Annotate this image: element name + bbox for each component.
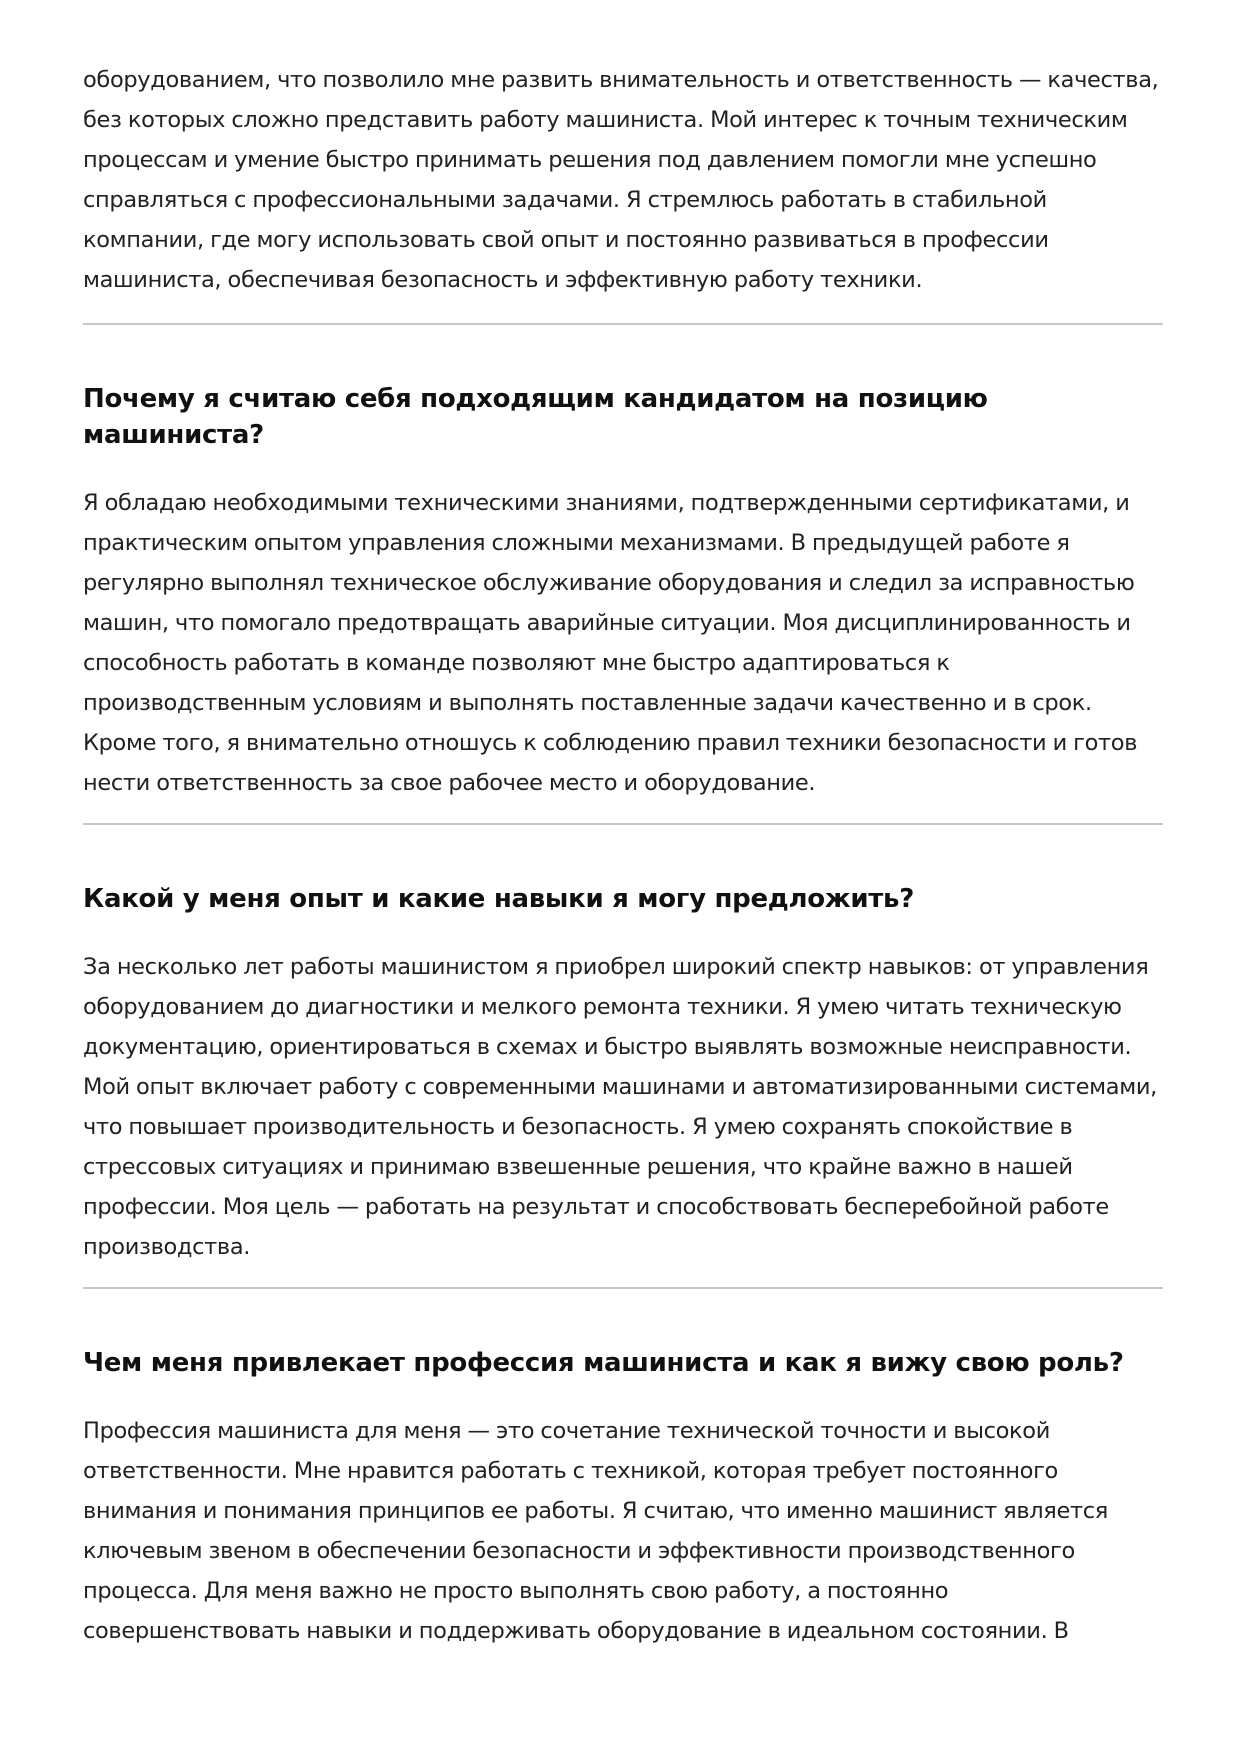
- section-divider: [83, 1287, 1163, 1289]
- section-experience-body: За несколько лет работы машинистом я приобрел широкий спектр навыков: от управления оборудованием до диагностики и мелкого ремонта техники. Я умею читать техническую документацию, ориентироваться в схемах и быстро выявлять возможные неисправности. Мой опыт включает работу с современными машинами и автоматизированными системами, что повышает производительность и безопасность. Я умею сохранять спокойствие в стрессовых ситуациях и принимаю взвешенные решения, что крайне важно в нашей профессии. Моя цель — работать на результат и способствовать бесперебойной работе производства.: [83, 954, 1157, 1260]
- section-candidate-body: Я обладаю необходимыми техническими знаниями, подтвержденными сертификатами, и практическим опытом управления сложными механизмами. В предыдущей работе я регулярно выполнял техническое обслуживание оборудования и следил за исправностью машин, что помогало предотвращать аварийные ситуации. Моя дисциплинированность и способность работать в команде позволяют мне быстро адаптироваться к производственным условиям и выполнять поставленные задачи качественно и в срок. Кроме того, я внимательно отношусь к соблюдению правил техники безопасности и готов нести ответственность за свое рабочее место и оборудование.: [83, 490, 1138, 796]
- section-heading-motivation: Чем меня привлекает профессия машиниста и как я вижу свою роль?: [83, 1348, 1124, 1378]
- section-divider: [83, 323, 1163, 325]
- section-intro-body: оборудованием, что позволило мне развить внимательность и ответственность — качества, без которых сложно представить работу машиниста. Мой интерес к точным техническим процессам и умение быстро принимать решения под давлением помогли мне успешно справляться с профессиональными задачами. Я стремлюсь работать в стабильной компании, где могу использовать свой опыт и постоянно развиваться в профессии машиниста, обеспечивая безопасность и эффективную работу техники.: [83, 67, 1159, 293]
- document-content: [83, 60, 1163, 1651]
- section-heading-experience: Какой у меня опыт и какие навыки я могу предложить?: [83, 884, 914, 914]
- section-divider: [83, 823, 1163, 825]
- section-heading-candidate: Почему я считаю себя подходящим кандидатом на позицию машиниста?: [83, 384, 988, 450]
- section-motivation-body: Профессия машиниста для меня — это сочетание технической точности и высокой ответственности. Мне нравится работать с техникой, которая требует постоянного внимания и понимания принципов ее работы. Я считаю, что именно машинист является ключевым звеном в обеспечении безопасности и эффективности производственного процесса. Для меня важно не просто выполнять свою работу, а постоянно совершенствовать навыки и поддерживать оборудование в идеальном состоянии. В: [83, 1418, 1108, 1644]
